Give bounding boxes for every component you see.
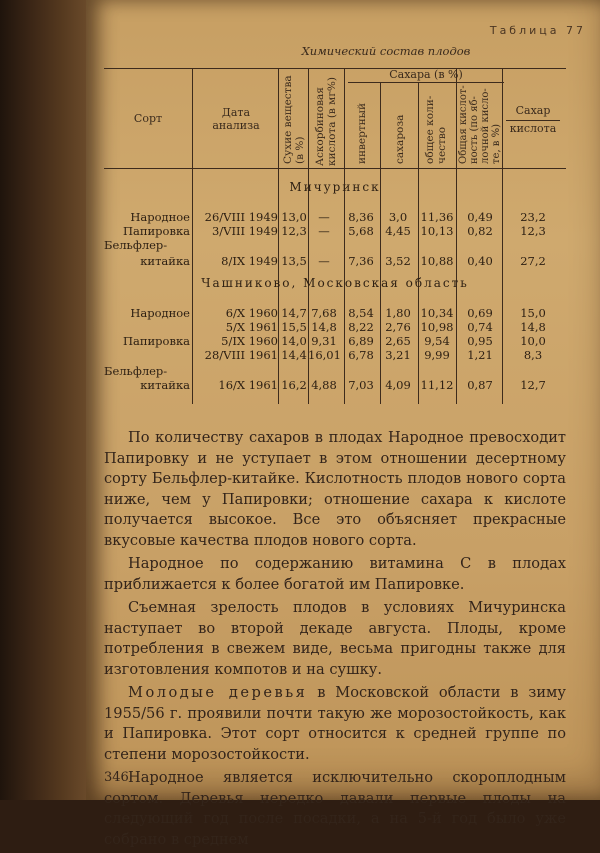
cell-total: 11,36 [420, 210, 454, 224]
ratio-fraction-line [506, 120, 560, 121]
cell-dry: 12,3 [281, 224, 307, 238]
header-acidity: Общая кислот- ность (по яб- лочной кисло- те, в %) [458, 85, 502, 164]
cell-invert: 6,89 [348, 334, 374, 348]
cell-ratio: 27,2 [520, 254, 546, 268]
header-invert: инвертный [356, 102, 368, 164]
cell-acidity: 0,40 [467, 254, 493, 268]
cell-total: 10,98 [420, 320, 454, 334]
cell-dry: 13,0 [281, 210, 307, 224]
paragraph: Народное является исключительно скороплодным сортом. Деревья нередко давали первые плоды на следующий год после посадки, а на 5-й год было уже собрано в среднем [104, 769, 566, 848]
cell-ascorbic: 4,88 [311, 378, 337, 392]
cell-invert: 5,68 [348, 224, 374, 238]
cell-invert: 6,78 [348, 348, 374, 362]
cell-invert: 8,36 [348, 210, 374, 224]
header-dry: Сухие вещества (в %) [282, 75, 306, 164]
header-ascorbic: Аскорбиновая кислота (в мг%) [314, 77, 338, 166]
cell-total: 11,12 [420, 378, 454, 392]
cell-acidity: 0,95 [467, 334, 493, 348]
header-ratio-top: Сахар [515, 104, 551, 117]
header-date: Дата анализа [212, 106, 260, 132]
cell-total: 10,88 [420, 254, 454, 268]
cell-total: 10,13 [420, 224, 454, 238]
cell-acidity: 0,82 [467, 224, 493, 238]
cell-sort: китайка [140, 378, 190, 392]
cell-date: 6/X 1960 [225, 306, 278, 320]
cell-dry: 13,5 [281, 254, 307, 268]
cell-sucrose: 1,80 [385, 306, 411, 320]
cell-ratio: 8,3 [523, 348, 543, 362]
header-sugars-group: Сахара (в %) [389, 68, 463, 81]
cell-total: 9,99 [424, 348, 450, 362]
cell-sucrose: 3,52 [385, 254, 411, 268]
cell-ascorbic: — [318, 224, 330, 238]
cell-date: 28/VIII 1961 [204, 348, 278, 362]
cell-dry: 16,2 [281, 378, 307, 392]
cell-sucrose: 4,45 [385, 224, 411, 238]
cell-ascorbic: 7,68 [311, 306, 337, 320]
cell-total: 10,34 [420, 306, 454, 320]
cell-sucrose: 4,09 [385, 378, 411, 392]
cell-acidity: 0,49 [467, 210, 493, 224]
cell-ratio: 12,3 [520, 224, 546, 238]
cell-ratio: 14,8 [520, 320, 546, 334]
cell-invert: 7,03 [348, 378, 374, 392]
cell-date: 16/X 1961 [218, 378, 278, 392]
header-ratio-bottom: кислота [509, 122, 557, 135]
cell-ratio: 23,2 [520, 210, 546, 224]
cell-dry: 15,5 [281, 320, 307, 334]
cell-date: 5/IX 1960 [221, 334, 278, 348]
cell-sort-line1: Бельфлер- [104, 238, 168, 252]
cell-sort: Народное [130, 306, 190, 320]
cell-sort-line1: Бельфлер- [104, 364, 168, 378]
table-number: Таблица 77 [489, 24, 586, 37]
header-sucrose: сахароза [394, 114, 406, 164]
cell-sort: Народное [130, 210, 190, 224]
paragraph: Народное по содержанию витамина С в плодах приближается к более богатой им Папировке. [104, 555, 566, 593]
cell-invert: 7,36 [348, 254, 374, 268]
book-spine [0, 0, 88, 800]
cell-acidity: 0,87 [467, 378, 493, 392]
col-sep [456, 68, 457, 404]
cell-ascorbic: 9,31 [311, 334, 337, 348]
spaced-phrase: Молодые деревья [128, 684, 308, 701]
cell-sucrose: 3,0 [388, 210, 408, 224]
header-total: общее коли- чество [424, 95, 448, 164]
cell-date: 5/X 1961 [225, 320, 278, 334]
cell-invert: 8,22 [348, 320, 374, 334]
cell-date: 26/VIII 1949 [204, 210, 278, 224]
cell-ascorbic: 16,01 [308, 348, 341, 362]
cell-acidity: 1,21 [467, 348, 493, 362]
cell-sort: Папировка [122, 334, 190, 348]
cell-ascorbic: 14,8 [311, 320, 337, 334]
cell-date: 3/VIII 1949 [211, 224, 278, 238]
paragraph-rest: в Московской области в зиму 1955/56 г. проявили почти такую же морозостойкость, как и Папировка. Этот сорт относится к средней группе по степени морозостойкости. [104, 684, 566, 763]
cell-ratio: 15,0 [520, 306, 546, 320]
cell-sucrose: 2,76 [385, 320, 411, 334]
cell-invert: 8,54 [348, 306, 374, 320]
cell-ascorbic: — [318, 254, 330, 268]
section-title: Мичуринск [289, 180, 381, 194]
body-text [104, 428, 566, 853]
cell-sort: китайка [140, 254, 190, 268]
page-number: 346 [104, 770, 129, 785]
col-sep [278, 68, 279, 404]
cell-ratio: 10,0 [520, 334, 546, 348]
cell-sucrose: 3,21 [385, 348, 411, 362]
col-sep [192, 68, 193, 404]
paragraph [104, 683, 566, 765]
paragraph: По количеству сахаров в плодах Народное превосходит Папировку и не уступает в этом отношении десертному сорту Бельфлер-китайке. Кислотность плодов нового сорта ниже, чем у Папировки; отношение сахара к кислоте получается высокое. Все это объясняет прекрасные вкусовые качества плодов нового сорта. [104, 429, 566, 549]
col-sep [502, 68, 503, 404]
cell-total: 9,54 [424, 334, 450, 348]
cell-date: 8/IX 1949 [221, 254, 278, 268]
paragraph: Съемная зрелость плодов в условиях Мичуринска наступает во второй декаде августа. Плоды, кроме потребления в свежем виде, весьма пригодны также для изготовления компотов и на сушку. [104, 599, 566, 678]
cell-ascorbic: — [318, 210, 330, 224]
section-title: Чашниково, Московская область [201, 276, 469, 290]
cell-acidity: 0,69 [467, 306, 493, 320]
cell-dry: 14,7 [281, 306, 307, 320]
table-header-rule [104, 168, 566, 169]
header-sort: Сорт [133, 112, 163, 125]
cell-dry: 14,4 [281, 348, 307, 362]
cell-dry: 14,0 [281, 334, 307, 348]
cell-sort: Папировка [122, 224, 190, 238]
cell-acidity: 0,74 [467, 320, 493, 334]
cell-ratio: 12,7 [520, 378, 546, 392]
table-title: Химический состав плодов [301, 44, 471, 58]
cell-sucrose: 2,65 [385, 334, 411, 348]
chemical-composition-table [104, 62, 566, 408]
